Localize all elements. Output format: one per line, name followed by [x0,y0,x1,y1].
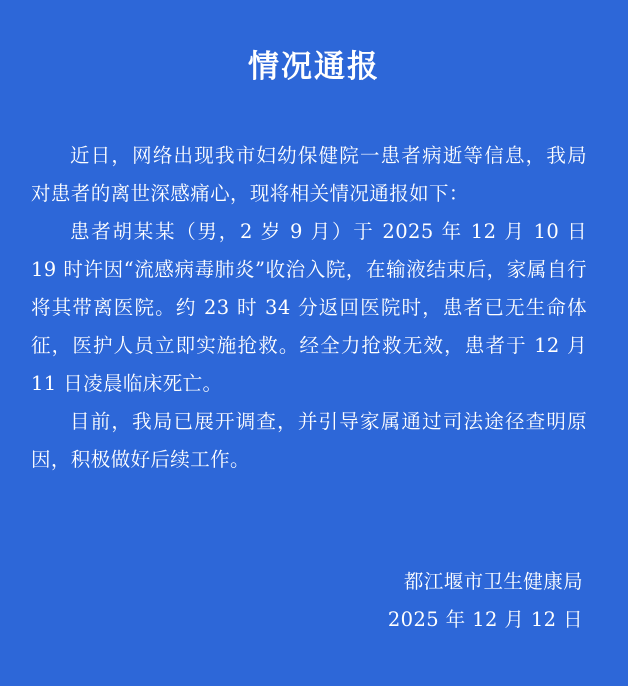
paragraph-intro: 近日，网络出现我市妇幼保健院一患者病逝等信息，我局对患者的离世深感痛心，现将相关情况通报如下： [31,144,587,205]
signature-date: 2025 年 12 月 12 日 [387,608,583,631]
signature-organization: 都江堰市卫生健康局 [403,570,583,593]
notice-body [31,137,587,479]
signature-block [388,563,583,639]
paragraph-details: 患者胡某某（男，2 岁 9 月）于 2025 年 12 月 10 日 19 时许因“流感病毒肺炎”收治入院，在输液结束后，家属自行将其带离医院。约 23 时 34 分返回医院时，患者已无生命体征，医护人员立即实施抢救。经全力抢救无效，患者于 12 月 11 日凌晨临床死亡。 [31,220,587,395]
notice-title: 情况通报 [248,49,380,85]
paragraph-followup: 目前，我局已展开调查，并引导家属通过司法途径查明原因，积极做好后续工作。 [31,410,587,471]
